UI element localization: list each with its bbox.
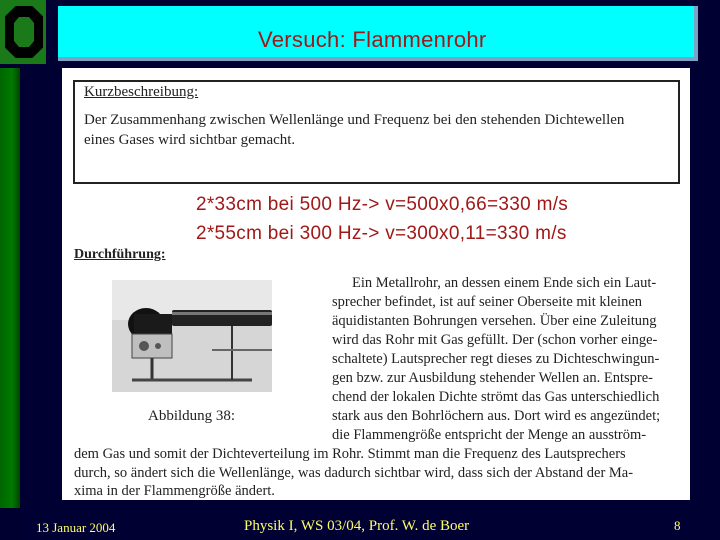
description-line: chend der lokalen Dichte strömt das Gas unterschiedlich <box>332 389 660 405</box>
footer-course: Physik I, WS 03/04, Prof. W. de Boer <box>244 518 470 534</box>
kurz-line: Der Zusammenhang zwischen Wellenlänge und Frequenz bei den stehenden Dichtewellen <box>84 112 625 128</box>
kurzbeschreibung-heading: Kurzbeschreibung: <box>84 84 199 100</box>
description-line: stark aus den Bohrlöchern aus. Dort wird es angezündet; <box>332 408 661 424</box>
slide-title: Versuch: Flammenrohr <box>258 27 487 52</box>
footer-date: 13 Januar 2004 <box>36 520 116 535</box>
university-logo <box>0 0 46 64</box>
page-number: 8 <box>674 518 681 533</box>
scanned-page <box>62 68 690 500</box>
description-line: gen bzw. zur Ausbildung stehender Wellen an. Entspre- <box>332 370 653 386</box>
description-line: schaltete) Lautsprecher regt dieses zu Dichteschwingun- <box>332 351 660 367</box>
description-line: dem Gas und somit der Dichteverteilung im Rohr. Stimmt man die Frequenz des Lautsprechers <box>74 446 626 462</box>
description-line: xima in der Flammengröße ändert. <box>74 483 275 499</box>
description-line: die Flammengröße entspricht der Menge an ausström- <box>332 427 647 443</box>
flammenrohr-photo <box>112 280 272 392</box>
kurz-line: eines Gases wird sichtbar gemacht. <box>84 132 296 148</box>
durchfuehrung-heading: Durchführung: <box>74 247 166 262</box>
annotation-line-1: 2*33cm bei 500 Hz-> v=500x0,66=330 m/s <box>196 194 569 215</box>
side-bar-accent <box>0 68 20 508</box>
side-bar <box>0 0 22 540</box>
figure-caption: Abbildung 38: <box>148 408 236 424</box>
description-line: durch, so ändert sich die Wellenlänge, was dadurch sichtbar wird, dass sich der Abstand der Ma- <box>74 465 634 481</box>
description-line: Ein Metallrohr, an dessen einem Ende sich ein Laut- <box>352 275 657 291</box>
logo-inner-octagon <box>14 17 34 47</box>
description-line: äquidistanten Bohrungen versehen. Über eine Zuleitung <box>332 313 657 329</box>
description-line: wird das Rohr mit Gas gefüllt. Der (schon vorher einge- <box>332 332 658 348</box>
annotation-line-2: 2*55cm bei 300 Hz-> v=300x0,11=330 m/s <box>196 223 567 244</box>
description-line: sprecher befindet, ist auf seiner Oberseite mit kleinen <box>332 294 643 310</box>
kurzbeschreibung-text <box>84 110 669 150</box>
title-bar <box>58 6 698 61</box>
